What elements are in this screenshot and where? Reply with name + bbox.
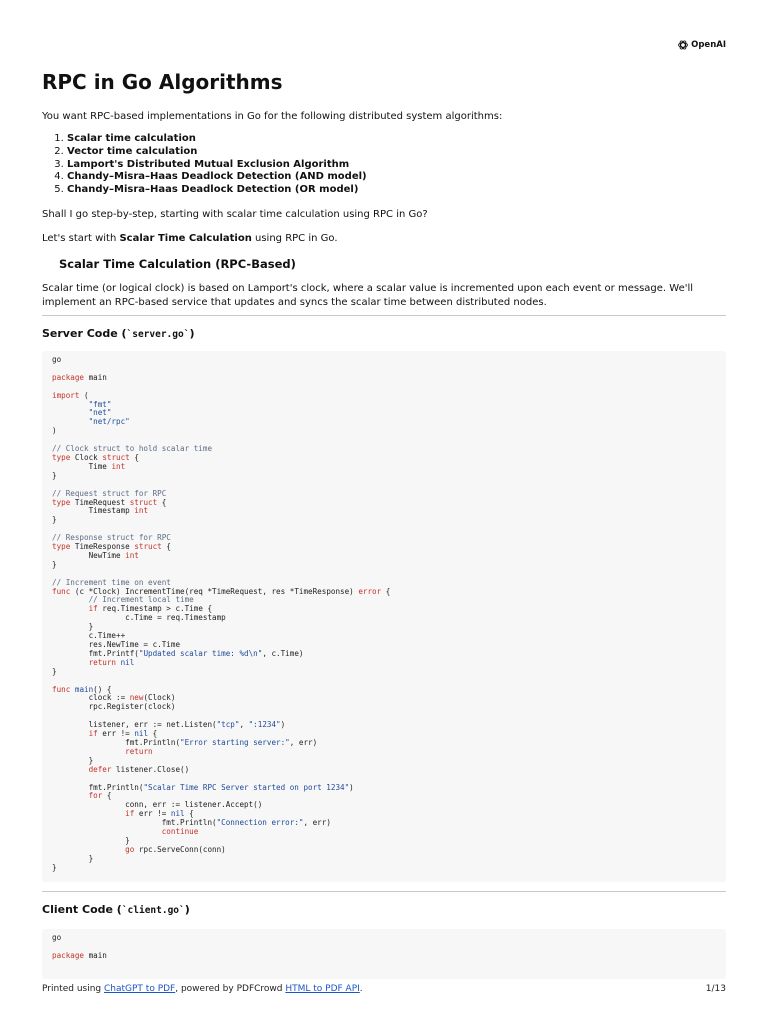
heading-end: ) [189,327,195,340]
page-title: RPC in Go Algorithms [42,70,283,94]
footer-middle: , powered by PDFCrowd [175,984,286,994]
server-code: go package main import ( "fmt" "net" "net/rpc" ) // Clock struct to hold scalar time type Clock struct { Time int } // Request struct for RPC type TimeRequest struct { Timestamp int } // Response struct for RPC type TimeResponse struct { NewTime int } // Increment time on event func (c *Clock) IncrementTime(req *TimeRequest, res *TimeResponse) error { // Increment local time if req.Timestamp > c.Time { c.Time = req.Timestamp } c.Time++ res.NewTime = c.Time fmt.Printf("Updated scalar time: %d\n", c.Time) return nil } func main() { clock := new(Clock) rpc.Register(clock) listener, err := net.Listen("tcp", ":1234") if err != nil { fmt.Println("Error starting server:", err) return } defer listener.Close() fmt.Println("Scalar Time RPC Server started on port 1234") for { conn, err := listener.Accept() if err != nil { fmt.Println("Connection error:", err) continue } go rpc.ServeConn(conn) } } [52,355,391,872]
page-number: 1/13 [705,984,726,994]
start-prefix: Let's start with [42,233,120,244]
list-item: 2. Vector time calculation [67,146,367,159]
page-footer [42,984,726,994]
intro-text: You want RPC-based implementations in Go for the following distributed system algorithms: [42,111,503,122]
footer-credit [42,984,363,994]
client-code-block[interactable] [42,929,726,979]
code-language-label: go [52,355,62,364]
openai-logo-icon [677,39,689,51]
heading-filename: `server.go` [126,329,190,340]
section-description: Scalar time (or logical clock) is based on Lamport's clock, where a scalar value is incremented upon each event or message. We'll implement an RPC-based service that updates and syncs the scalar time between distributed nodes. [42,283,694,308]
list-item: 1. Scalar time calculation [67,133,367,146]
brand-name: OpenAI [691,40,726,50]
brand-logo [677,39,726,51]
html-to-pdf-api-link[interactable]: HTML to PDF API [285,984,360,994]
footer-prefix: Printed using [42,984,104,994]
server-code-block[interactable] [42,351,726,882]
heading-end: ) [184,903,190,916]
heading-text: Server Code ( [42,327,127,340]
divider [42,315,726,316]
list-item: 5. Chandy–Misra–Haas Deadlock Detection (OR model) [67,184,367,197]
start-text [42,232,338,246]
list-item: 3. Lamport's Distributed Mutual Exclusion Algorithm [67,159,367,172]
algorithm-list [42,133,367,197]
client-code-heading [42,903,190,916]
start-suffix: using RPC in Go. [251,233,338,244]
divider [42,891,726,892]
list-item: 4. Chandy–Misra–Haas Deadlock Detection (AND model) [67,171,367,184]
question-text: Shall I go step-by-step, starting with scalar time calculation using RPC in Go? [42,209,428,220]
footer-suffix: . [359,984,363,994]
server-code-heading [42,327,194,340]
section-title: Scalar Time Calculation (RPC-Based) [59,257,296,271]
start-bold: Scalar Time Calculation [119,233,252,244]
client-code: go package main [52,933,107,960]
heading-text: Client Code ( [42,903,122,916]
chatgpt-to-pdf-link[interactable]: ChatGPT to PDF [104,984,176,994]
heading-filename: `client.go` [121,905,185,916]
code-language-label: go [52,933,62,942]
